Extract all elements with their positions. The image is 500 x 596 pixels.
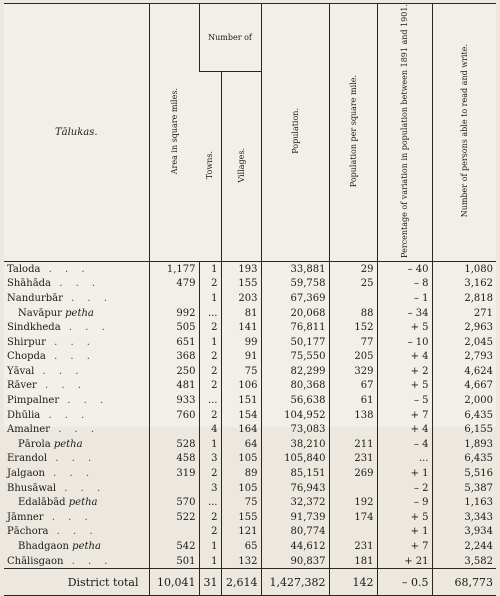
total-density-cell: 142 — [329, 569, 377, 596]
towns-cell: 1 — [199, 554, 221, 569]
header-towns: Towns. — [199, 72, 221, 262]
taluka-name: Jalgaon — [7, 468, 45, 480]
taluka-name: Jāmner — [7, 511, 44, 523]
literate-cell: 2,793 — [432, 350, 496, 365]
population-cell: 76,811 — [261, 320, 329, 335]
towns-cell: 2 — [199, 510, 221, 525]
taluka-name-cell — [4, 306, 149, 321]
population-cell: 82,299 — [261, 364, 329, 379]
district-total-row — [4, 569, 496, 596]
towns-cell: 2 — [199, 525, 221, 540]
density-cell: 181 — [329, 554, 377, 569]
population-cell: 73,083 — [261, 422, 329, 437]
literate-cell: 3,162 — [432, 277, 496, 292]
variation-cell: + 5 — [377, 510, 432, 525]
villages-cell: 81 — [221, 306, 261, 321]
population-cell: 38,210 — [261, 437, 329, 452]
literate-cell: 3,582 — [432, 554, 496, 569]
area-cell: 479 — [149, 277, 199, 292]
villages-cell: 64 — [221, 437, 261, 452]
table-row — [4, 261, 496, 276]
taluka-name: Shāhāda — [7, 278, 52, 290]
area-cell: 651 — [149, 335, 199, 350]
population-cell: 56,638 — [261, 393, 329, 408]
area-cell: 522 — [149, 510, 199, 525]
taluka-name-cell — [4, 261, 149, 276]
variation-cell: + 2 — [377, 364, 432, 379]
table-row — [4, 510, 496, 525]
variation-cell: + 7 — [377, 539, 432, 554]
towns-cell: 3 — [199, 481, 221, 496]
table-row — [4, 277, 496, 292]
taluka-name: Pārola — [18, 438, 51, 450]
header-literate: Number of persons able to read and write. — [432, 4, 496, 262]
population-cell: 85,151 — [261, 466, 329, 481]
petha-label: petha — [53, 438, 83, 450]
density-cell: 211 — [329, 437, 377, 452]
towns-cell: 4 — [199, 422, 221, 437]
population-cell: 90,837 — [261, 554, 329, 569]
literate-cell: 2,818 — [432, 291, 496, 306]
population-cell: 50,177 — [261, 335, 329, 350]
density-cell: 269 — [329, 466, 377, 481]
variation-cell: – 5 — [377, 393, 432, 408]
population-cell: 44,612 — [261, 539, 329, 554]
towns-cell: 2 — [199, 466, 221, 481]
area-cell: 505 — [149, 320, 199, 335]
towns-cell: 1 — [199, 335, 221, 350]
towns-cell: ... — [199, 306, 221, 321]
taluka-name-cell — [4, 539, 149, 554]
area-cell: 319 — [149, 466, 199, 481]
taluka-name-cell — [4, 277, 149, 292]
table-row — [4, 320, 496, 335]
taluka-name: Taloda — [7, 263, 41, 275]
taluka-name: Dhūlia — [7, 409, 41, 421]
table-row — [4, 306, 496, 321]
variation-cell: + 7 — [377, 408, 432, 423]
density-cell: 329 — [329, 364, 377, 379]
literate-cell: 6,435 — [432, 452, 496, 467]
taluka-name-cell — [4, 320, 149, 335]
table-row — [4, 350, 496, 365]
taluka-name-cell — [4, 379, 149, 394]
villages-cell: 203 — [221, 291, 261, 306]
total-villages-cell: 2,614 — [221, 569, 261, 596]
petha-label: petha — [72, 541, 101, 553]
towns-cell: 1 — [199, 291, 221, 306]
villages-cell: 121 — [221, 525, 261, 540]
leader-dots: . . . — [47, 453, 97, 465]
literate-cell: 4,667 — [432, 379, 496, 394]
area-cell: 992 — [149, 306, 199, 321]
taluka-name: Rāver — [7, 380, 37, 392]
literate-cell: 1,163 — [432, 495, 496, 510]
villages-cell: 99 — [221, 335, 261, 350]
towns-cell: 1 — [199, 539, 221, 554]
villages-cell: 193 — [221, 261, 261, 276]
table-row — [4, 495, 496, 510]
area-cell: 368 — [149, 350, 199, 365]
villages-cell: 91 — [221, 350, 261, 365]
literate-cell: 2,000 — [432, 393, 496, 408]
villages-cell: 132 — [221, 554, 261, 569]
density-cell: 77 — [329, 335, 377, 350]
density-cell: 152 — [329, 320, 377, 335]
taluka-name: Nandurbār — [7, 292, 63, 304]
area-cell: 570 — [149, 495, 199, 510]
area-cell — [149, 481, 199, 496]
header-population: Population. — [261, 4, 329, 262]
taluka-name-cell — [4, 554, 149, 569]
villages-cell: 89 — [221, 466, 261, 481]
variation-cell: + 5 — [377, 379, 432, 394]
towns-cell: 2 — [199, 379, 221, 394]
variation-cell: + 21 — [377, 554, 432, 569]
petha-label: petha — [68, 497, 98, 509]
villages-cell: 75 — [221, 364, 261, 379]
table-row — [4, 539, 496, 554]
taluka-name-cell — [4, 393, 149, 408]
towns-cell: 2 — [199, 408, 221, 423]
villages-cell: 154 — [221, 408, 261, 423]
petha-label: petha — [65, 307, 94, 319]
density-cell — [329, 481, 377, 496]
area-cell: 933 — [149, 393, 199, 408]
towns-cell: 2 — [199, 277, 221, 292]
population-cell: 76,943 — [261, 481, 329, 496]
taluka-name-cell — [4, 452, 149, 467]
area-cell — [149, 525, 199, 540]
variation-cell: – 2 — [377, 481, 432, 496]
taluka-name-cell — [4, 437, 149, 452]
leader-dots: . . . — [62, 292, 112, 304]
variation-cell: – 34 — [377, 306, 432, 321]
area-cell: 250 — [149, 364, 199, 379]
table-row — [4, 481, 496, 496]
area-cell — [149, 291, 199, 306]
leader-dots: . . . — [56, 482, 106, 494]
leader-dots: . . . — [43, 511, 93, 523]
taluka-name-cell — [4, 335, 149, 350]
literate-cell: 3,343 — [432, 510, 496, 525]
table-body — [4, 261, 496, 595]
taluka-name-cell — [4, 481, 149, 496]
villages-cell: 75 — [221, 495, 261, 510]
taluka-name: Chopda — [7, 351, 46, 363]
population-cell: 32,372 — [261, 495, 329, 510]
variation-cell: – 9 — [377, 495, 432, 510]
density-cell: 192 — [329, 495, 377, 510]
density-cell: 231 — [329, 452, 377, 467]
towns-cell: ... — [199, 495, 221, 510]
density-cell: 138 — [329, 408, 377, 423]
variation-cell: – 10 — [377, 335, 432, 350]
taluka-name: Edalābād — [18, 497, 66, 509]
literate-cell: 1,893 — [432, 437, 496, 452]
total-literate-cell: 68,773 — [432, 569, 496, 596]
total-towns-cell: 31 — [199, 569, 221, 596]
towns-cell: 2 — [199, 320, 221, 335]
villages-cell: 105 — [221, 481, 261, 496]
taluka-name: Bhusāwal — [7, 482, 57, 494]
taluka-name-cell — [4, 525, 149, 540]
variation-cell: + 5 — [377, 320, 432, 335]
density-cell: 88 — [329, 306, 377, 321]
leader-dots: . . . — [36, 380, 86, 392]
taluka-name-cell — [4, 291, 149, 306]
header-talukas: Tālukas. — [4, 4, 149, 262]
taluka-name-cell — [4, 364, 149, 379]
table-row — [4, 408, 496, 423]
leader-dots: . . . — [51, 278, 101, 290]
table-row — [4, 291, 496, 306]
literate-cell: 5,387 — [432, 481, 496, 496]
literate-cell: 1,080 — [432, 261, 496, 276]
villages-cell: 151 — [221, 393, 261, 408]
area-cell: 542 — [149, 539, 199, 554]
taluka-name-cell — [4, 408, 149, 423]
density-cell: 231 — [329, 539, 377, 554]
leader-dots: . . . — [60, 322, 110, 334]
literate-cell: 2,244 — [432, 539, 496, 554]
taluka-name: Chālisgaon — [7, 555, 64, 567]
table-row — [4, 554, 496, 569]
area-cell: 1,177 — [149, 261, 199, 276]
population-cell: 59,758 — [261, 277, 329, 292]
leader-dots: . . . — [50, 424, 100, 436]
variation-cell: – 40 — [377, 261, 432, 276]
district-total-label: District total — [4, 569, 149, 596]
total-area-cell: 10,041 — [149, 569, 199, 596]
literate-cell: 271 — [432, 306, 496, 321]
table-row — [4, 452, 496, 467]
literate-cell: 4,624 — [432, 364, 496, 379]
population-cell: 20,068 — [261, 306, 329, 321]
table-row — [4, 335, 496, 350]
villages-cell: 141 — [221, 320, 261, 335]
literate-cell: 3,934 — [432, 525, 496, 540]
density-cell — [329, 525, 377, 540]
population-cell: 33,881 — [261, 261, 329, 276]
taluka-name-cell — [4, 466, 149, 481]
table-header — [4, 4, 496, 262]
literate-cell: 5,516 — [432, 466, 496, 481]
taluka-name: Amalner — [7, 424, 51, 436]
leader-dots: . . . — [48, 526, 98, 538]
leader-dots: . . . — [45, 351, 95, 363]
towns-cell: 3 — [199, 452, 221, 467]
taluka-name: Erandol — [7, 453, 48, 465]
leader-dots: . . . — [45, 336, 95, 348]
villages-cell: 164 — [221, 422, 261, 437]
census-table-page — [4, 3, 496, 589]
header-villages: Villages. — [221, 72, 261, 262]
taluka-name: Yāval — [7, 365, 35, 377]
header-area: Area in square miles. — [149, 4, 199, 262]
taluka-name: Navāpur — [18, 307, 62, 319]
density-cell: 25 — [329, 277, 377, 292]
literate-cell: 6,155 — [432, 422, 496, 437]
table-row — [4, 379, 496, 394]
villages-cell: 105 — [221, 452, 261, 467]
literate-cell: 2,963 — [432, 320, 496, 335]
towns-cell: 2 — [199, 350, 221, 365]
population-cell: 104,952 — [261, 408, 329, 423]
population-cell: 80,774 — [261, 525, 329, 540]
density-cell: 29 — [329, 261, 377, 276]
area-cell: 481 — [149, 379, 199, 394]
leader-dots: . . . — [59, 395, 109, 407]
leader-dots: . . . — [45, 468, 95, 480]
variation-cell: – 8 — [377, 277, 432, 292]
variation-cell: + 1 — [377, 525, 432, 540]
variation-cell: + 1 — [377, 466, 432, 481]
towns-cell: 1 — [199, 261, 221, 276]
taluka-name: Pimpalner — [7, 395, 60, 407]
variation-cell: – 1 — [377, 291, 432, 306]
leader-dots: . . . — [63, 555, 113, 567]
villages-cell: 65 — [221, 539, 261, 554]
area-cell: 501 — [149, 554, 199, 569]
density-cell: 205 — [329, 350, 377, 365]
leader-dots: . . . — [40, 263, 90, 275]
towns-cell: 2 — [199, 364, 221, 379]
density-cell: 61 — [329, 393, 377, 408]
population-cell: 67,369 — [261, 291, 329, 306]
villages-cell: 106 — [221, 379, 261, 394]
leader-dots: . . . — [40, 409, 90, 421]
literate-cell: 6,435 — [432, 408, 496, 423]
area-cell: 760 — [149, 408, 199, 423]
taluka-statistics-table — [4, 3, 496, 596]
area-cell: 458 — [149, 452, 199, 467]
table-row — [4, 525, 496, 540]
table-row — [4, 466, 496, 481]
literate-cell: 2,045 — [432, 335, 496, 350]
variation-cell: – 4 — [377, 437, 432, 452]
taluka-name-cell — [4, 350, 149, 365]
density-cell: 174 — [329, 510, 377, 525]
taluka-name: Sindkheda — [7, 322, 61, 334]
leader-dots: . . . — [34, 365, 84, 377]
variation-cell: ... — [377, 452, 432, 467]
variation-cell: + 4 — [377, 350, 432, 365]
header-variation: Percentage of variation in population between 1891 and 1901. — [377, 4, 432, 262]
villages-cell: 155 — [221, 510, 261, 525]
density-cell — [329, 291, 377, 306]
population-cell: 91,739 — [261, 510, 329, 525]
table-row — [4, 393, 496, 408]
taluka-name: Shirpur — [7, 336, 46, 348]
table-row — [4, 364, 496, 379]
variation-cell: + 4 — [377, 422, 432, 437]
table-row — [4, 437, 496, 452]
villages-cell: 155 — [221, 277, 261, 292]
towns-cell: ... — [199, 393, 221, 408]
population-cell: 80,368 — [261, 379, 329, 394]
population-cell: 75,550 — [261, 350, 329, 365]
density-cell: 67 — [329, 379, 377, 394]
towns-cell: 1 — [199, 437, 221, 452]
taluka-name-cell — [4, 495, 149, 510]
total-population-cell: 1,427,382 — [261, 569, 329, 596]
header-number-of: Number of — [199, 4, 261, 72]
taluka-name: Pāchora — [7, 526, 49, 538]
header-pop-per-sq-mile: Population per square mile. — [329, 4, 377, 262]
taluka-name-cell — [4, 510, 149, 525]
total-variation-cell: – 0.5 — [377, 569, 432, 596]
area-cell: 528 — [149, 437, 199, 452]
taluka-name: Bhadgaon — [18, 541, 69, 553]
population-cell: 105,840 — [261, 452, 329, 467]
